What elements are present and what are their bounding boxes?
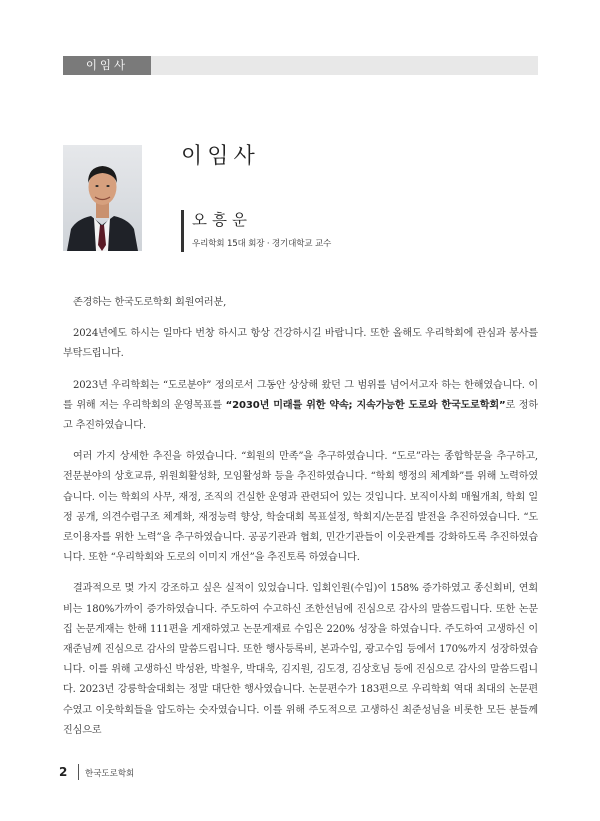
page-number: 2 — [59, 765, 68, 779]
paragraph-greeting: 존경하는 한국도로학회 회원여러분, — [73, 297, 227, 308]
page-title: 이임사 — [181, 144, 260, 169]
author-photo — [63, 145, 142, 251]
goals-text-end: 로 정하고 추진하였습니다. — [63, 399, 538, 432]
author-accent-rule — [181, 210, 184, 252]
journal-name: 한국도로학회 — [85, 769, 135, 779]
section-tab: 이임사 — [63, 56, 151, 75]
article-body — [63, 293, 538, 752]
paragraph-new-year: 2024년에도 하시는 일마다 번창 하시고 항상 건강하시길 바랍니다. 또한 올해도 우리학회에 관심과 봉사를 부탁드립니다. — [63, 328, 538, 360]
portrait-image — [63, 145, 142, 251]
paragraph-initiatives: 여러 가지 상세한 추진을 하였습니다. “회원의 만족”을 추구하였습니다. “도로”라는 종합학문을 추구하고, 전문분야의 상호교류, 위원회활성화, 모임활성화 등을 추진하였습니다. “학회 행정의 체계화”를 위해 노력하였습니다. 이는 학회의 사무, 재정, 조직의 건실한 운영과 관련되어 있는 것입니다. 보직이사회 매월개최, 학회 일정 공개, 의견수렴구조 체계화, 재정능력 향상, 학술대회 목표설정, 학회지/논문집 발전을 추진하였습니다. “도로이용자를 위한 노력”을 추구하였습니다. 공공기관과 협회, 민간기관들이 이웃관계를 강화하도록 추진하였습니다. 또한 “우리학회와 도로의 이미지 개선”을 추진토록 하였습니다. — [63, 451, 538, 564]
author-name: 오흥운 — [192, 211, 252, 229]
paragraph-results: 결과적으로 몇 가지 강조하고 싶은 실적이 있었습니다. 입회인원(수입)이 158% 증가하였고 종신회비, 연회비는 180%가까이 증가하였습니다. 주도하여 수고하신 조한선님에 진심으로 감사의 말씀드립니다. 또한 논문집 논문게재는 한해 111편을 게재하였고 논문게재료 수입은 220% 성장을 하였습니다. 주도하여 고생하신 이재준님께 진심으로 감사의 말씀드립니다. 또한 행사등록비, 본과수입, 광고수입 등에서 170%까지 성장하였습니다. 이를 위해 고생하신 박성완, 박철우, 박대욱, 김지원, 김도경, 김상호님 등에 진심으로 감사의 말씀드립니다. 2023년 강릉학술대회는 정말 대단한 행사였습니다. 논문편수가 183편으로 우리학회 역대 최대의 논문편수였고 이웃학회들을 압도하는 숫자였습니다. 이를 위해 주도적으로 고생하신 최준성님을 비롯한 모든 분들께 진심으로 — [63, 583, 538, 736]
goals-text-start: 2023년 우리학회는 “도로분야” 정의로서 그동안 상상해 왔던 그 범위를 넘어서고자 하는 한해였습니다. 이를 위해 저는 우리학회의 운영목표를 — [63, 379, 538, 411]
footer-divider — [78, 764, 79, 780]
goals-slogan: “2030년 미래를 위한 약속; 지속가능한 도로와 한국도로학회” — [225, 399, 506, 411]
paragraph-goals — [63, 376, 538, 437]
author-role: 우리학회 15대 회장 · 경기대학교 교수 — [192, 239, 332, 249]
